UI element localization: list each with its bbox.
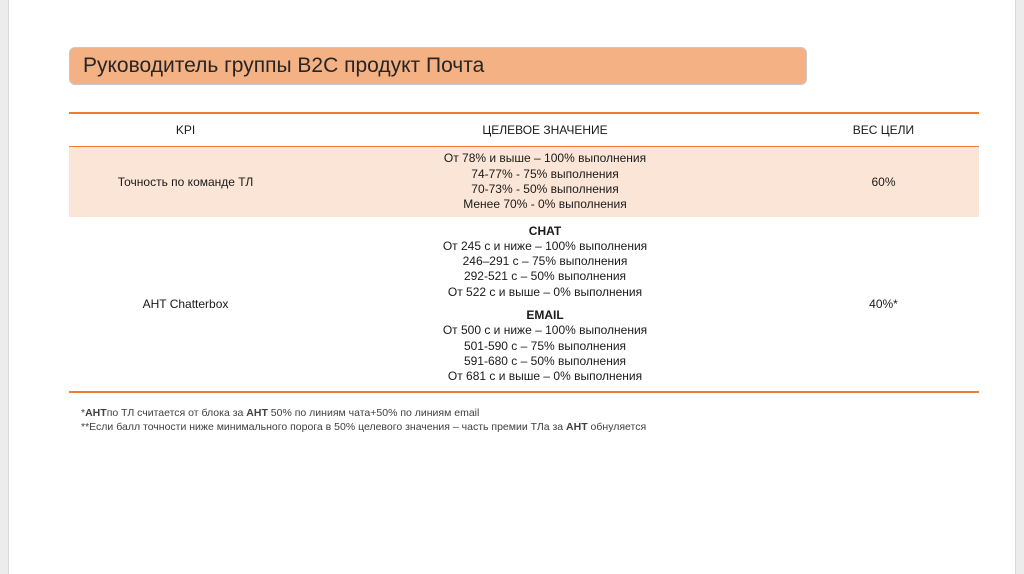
table-row bbox=[69, 217, 979, 392]
target-line: Менее 70% - 0% выполнения bbox=[463, 197, 627, 212]
weight-cell: 60% bbox=[788, 147, 979, 218]
chat-heading: CHAT bbox=[528, 223, 562, 238]
target-cell bbox=[302, 217, 788, 392]
email-heading: EMAIL bbox=[526, 308, 564, 322]
target-line: От 78% и выше – 100% выполнения bbox=[443, 151, 647, 166]
slide bbox=[8, 0, 1016, 574]
target-line: 292-521 с – 50% выполнения bbox=[463, 269, 627, 284]
kpi-cell: Точность по команде ТЛ bbox=[69, 147, 302, 218]
target-line: 70-73% - 50% выполнения bbox=[471, 182, 619, 196]
target-cell bbox=[302, 147, 788, 218]
target-line: 246–291 с – 75% выполнения bbox=[462, 254, 628, 269]
table-header-row bbox=[69, 113, 979, 147]
target-line: 591-680 с – 50% выполнения bbox=[463, 353, 627, 368]
target-line: 74-77% - 75% выполнения bbox=[471, 166, 619, 181]
header-kpi: KPI bbox=[69, 113, 302, 147]
slide-title: Руководитель группы B2C продукт Почта bbox=[69, 47, 807, 85]
weight-cell: 40%* bbox=[788, 217, 979, 392]
target-line: От 245 с и ниже – 100% выполнения bbox=[442, 238, 648, 253]
header-weight: ВЕС ЦЕЛИ bbox=[788, 113, 979, 147]
target-line: От 522 с и выше – 0% выполнения bbox=[447, 284, 643, 299]
target-line: 501-590 с – 75% выполнения bbox=[463, 338, 627, 353]
kpi-table bbox=[69, 112, 979, 393]
footnote-2: **Если балл точности ниже минимального порога в 50% целевого значения – часть премии ТЛа за AHT обнуляется bbox=[81, 421, 647, 433]
footnotes bbox=[81, 406, 646, 434]
header-target-value: ЦЕЛЕВОЕ ЗНАЧЕНИЕ bbox=[302, 113, 788, 147]
target-line: От 681 с и выше – 0% выполнения bbox=[447, 369, 643, 384]
kpi-cell: AHT Chatterbox bbox=[69, 217, 302, 392]
table-row bbox=[69, 147, 979, 218]
footnote-1: *AHTпо ТЛ считается от блока за AHT 50% по линиям чата+50% по линиям email bbox=[81, 407, 480, 419]
target-line: От 500 с и ниже – 100% выполнения bbox=[442, 323, 648, 338]
